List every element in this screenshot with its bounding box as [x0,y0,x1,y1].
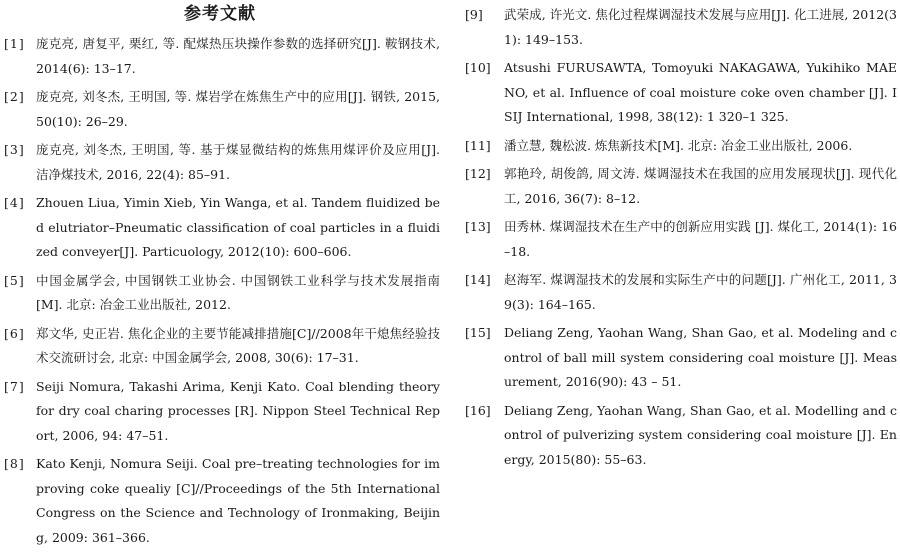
reference-item [0,32,440,81]
reference-number: [16] [465,402,491,418]
reference-number: [2] [4,89,25,104]
reference-text: 潘立慧, 魏松波. 炼焦新技术[M]. 北京: 冶金工业出版社, 2006. [504,137,853,153]
reference-number: [12] [465,166,491,181]
reference-item [463,268,897,317]
reference-item [0,269,440,318]
reference-text: Deliang Zeng, Yaohan Wang, Shan Gao, et al. Modeling and control of ball mill system considering coal moisture [J]. Measurement, 2016(90): 43 – 51. [504,325,897,389]
reference-number: [1] [4,36,25,51]
reference-number: [14] [465,272,491,287]
reference-text: Deliang Zeng, Yaohan Wang, Shan Gao, et al. Modelling and control of pulverizing system considering coal moisture [J]. Energy, 2015(80): 55–63. [504,402,897,467]
reference-item [463,321,897,395]
reference-text: 庞克亮, 唐复平, 栗红, 等. 配煤热压块操作参数的选择研究[J]. 鞍钢技术, 2014(6): 13–17. [36,36,440,76]
reference-number: [13] [465,219,491,234]
reference-item [0,85,440,134]
reference-item [463,399,897,473]
reference-text: 赵海军. 煤调湿技术的发展和实际生产中的问题[J]. 广州化工, 2011, 39(3): 164–165. [504,272,897,312]
reference-number: [8] [4,456,25,471]
reference-number: [3] [4,142,25,157]
reference-number: [4] [4,195,25,210]
reference-item [0,452,440,550]
reference-list-left [0,32,440,554]
reference-text: Zhouen Liua, Yimin Xieb, Yin Wanga, et al. Tandem fluidized bed elutriator–Pneumatic classification of coal particles in a fluidized conveyer[J]. Particuology, 2012(10): 600–606. [36,195,440,259]
reference-item [463,3,897,52]
reference-number: [6] [4,325,25,341]
reference-text: Kato Kenji, Nomura Seiji. Coal pre–treating technologies for improving coke quealiy [C]//Proceedings of the 5th International Congress on the Science and Technology of Ironmaking, Beijing, 2009: 361–366. [36,456,440,545]
reference-list-right [463,3,897,476]
reference-number: [10] [465,60,491,75]
reference-item [463,134,897,159]
reference-text: 郑文华, 史正岩. 焦化企业的主要节能减排措施[C]//2008年干熄焦经验技术交流研讨会, 北京: 中国金属学会, 2008, 30(6): 17–31. [36,325,440,365]
reference-text: 庞克亮, 刘冬杰, 王明国, 等. 煤岩学在炼焦生产中的应用[J]. 钢铁, 2015, 50(10): 26–29. [36,89,440,129]
reference-text: 庞克亮, 刘冬杰, 王明国, 等. 基于煤显微结构的炼焦用煤评价及应用[J]. 洁净煤技术, 2016, 22(4): 85–91. [36,142,440,182]
reference-number: [15] [465,325,491,340]
reference-text: 田秀林. 煤调湿技术在生产中的创新应用实践 [J]. 煤化工, 2014(1): 16–18. [504,219,898,259]
reference-number: [11] [465,137,491,153]
reference-item [0,138,440,187]
reference-item [0,322,440,371]
reference-item [463,56,897,130]
reference-text: 武荣成, 许光文. 焦化过程煤调湿技术发展与应用[J]. 化工进展, 2012(31): 149–153. [504,7,897,47]
reference-item [0,191,440,265]
reference-item [0,375,440,449]
reference-text: 郭艳玲, 胡俊鸽, 周文涛. 煤调湿技术在我国的应用发展现状[J]. 现代化工, 2016, 36(7): 8–12. [504,166,897,206]
reference-number: [5] [4,272,25,288]
section-title: 参考文献 [184,4,256,24]
reference-text: Seiji Nomura, Takashi Arima, Kenji Kato. Coal blending theory for dry coal charing processes [R]. Nippon Steel Technical Report, 2006, 94: 47–51. [36,378,440,443]
reference-item [463,215,897,264]
reference-number: [9] [465,7,483,22]
reference-item [463,162,897,211]
reference-text: 中国金属学会, 中国钢铁工业协会. 中国钢铁工业科学与技术发展指南[M]. 北京: 冶金工业出版社, 2012. [36,272,440,312]
reference-text: Atsushi FURUSAWTA, Tomoyuki NAKAGAWA, Yukihiko MAENO, et al. Influence of coal moisture coke oven chamber [J]. ISIJ International, 1998, 38(12): 1 320–1 325. [504,60,897,124]
reference-number: [7] [4,378,25,394]
